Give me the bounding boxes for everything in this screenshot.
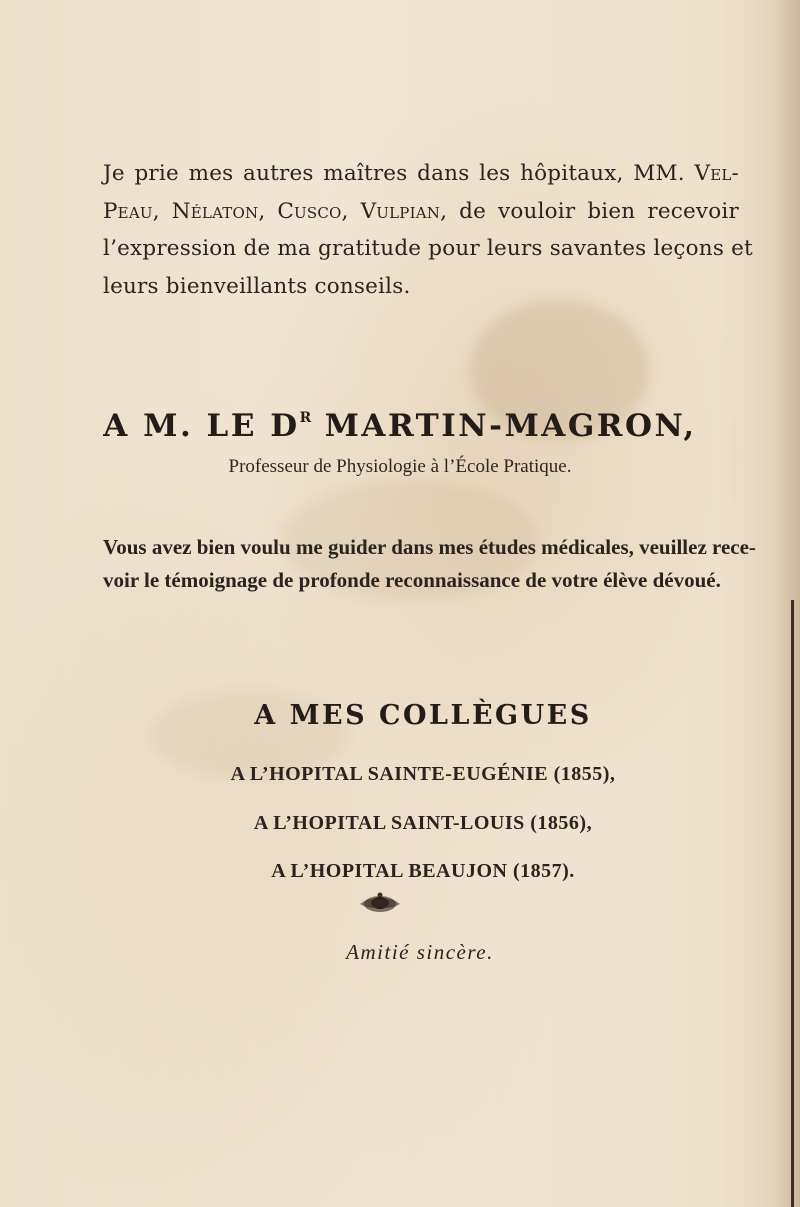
dedication-subtitle: Professeur de Physiologie à l’École Pratique. [228,456,572,477]
paragraph-line: Vous avez bien voulu me guider dans mes études médicales, veuillez rece- [103,535,756,559]
printer-ornament-icon [354,890,406,916]
paragraph-line: leurs bienveillants conseils. [103,273,411,299]
dedication-heading: A M. LE $D^R$ MARTIN-MAGRON, [103,408,697,444]
acknowledgement-paragraph [103,155,753,305]
paragraph-line: Peau, Nélaton, Cusco, Vulpian, de vouloir bien recevoir [103,198,739,224]
paragraph-line: voir le témoignage de profonde reconnaissance de votre élève dévoué. [103,568,721,592]
paragraph-line: l’expression de ma gratitude pour leurs savantes leçons et [103,236,753,262]
colleagues-heading: A MES COLLÈGUES [254,700,592,731]
hospital-line: A L’HOPITAL BEAUJON (1857). [271,860,575,882]
paragraph-line: Je prie mes autres maîtres dans les hôpitaux, MM. Vel- [103,161,739,186]
dedication-paragraph [103,531,756,597]
hospital-line: A L’HOPITAL SAINT-LOUIS (1856), [253,812,593,834]
page-edge-shadow [791,600,794,1207]
hospital-line: A L’HOPITAL SAINTE-EUGÉNIE (1855), [230,763,616,785]
closing-line: Amitié sincère. [346,940,494,964]
